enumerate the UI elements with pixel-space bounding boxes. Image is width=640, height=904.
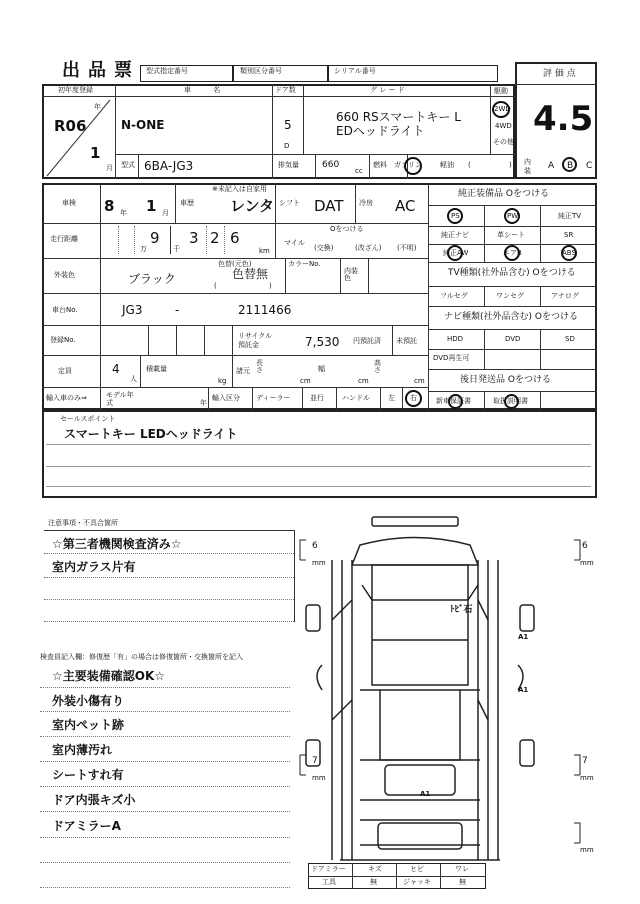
sen-unit: 千 bbox=[173, 245, 180, 253]
class-number-label: 類別区分番号 bbox=[240, 67, 282, 75]
cm-unit-1: cm bbox=[300, 377, 311, 385]
tread-rear-right: 7 bbox=[582, 756, 588, 766]
damage-mark-a1-1: A1 bbox=[518, 633, 529, 641]
color-change-label: 色替(元色) bbox=[218, 260, 252, 268]
mm-unit-1: mm bbox=[312, 559, 326, 567]
tread-front-right: 6 bbox=[582, 541, 588, 551]
handle-label: ハンドル bbox=[342, 394, 370, 402]
mm-unit-5: mm bbox=[580, 846, 594, 854]
interior-label: 内装 bbox=[524, 158, 531, 175]
inspector-line-2: 外装小傷有り bbox=[52, 694, 125, 708]
fuel-label: 燃料 bbox=[373, 161, 387, 169]
parallel-option: 並行 bbox=[310, 394, 324, 402]
import-class-label: 輸入区分 bbox=[212, 394, 240, 402]
handle-right: 右 bbox=[410, 394, 417, 402]
month-unit: 月 bbox=[106, 164, 113, 172]
doors-value: 5 bbox=[284, 118, 292, 132]
tv-title: TV種類(社外品含む) Oをつける bbox=[448, 268, 576, 278]
mileage-digit-1: 9 bbox=[150, 229, 160, 247]
dimension-label: 諸元 bbox=[236, 367, 250, 375]
doors-label: ドア数 bbox=[275, 86, 296, 94]
mm-unit-2: mm bbox=[580, 559, 594, 567]
eq-navi: 純正ナビ bbox=[441, 231, 469, 239]
cooling-value: AC bbox=[395, 197, 416, 215]
capacity-label: 定員 bbox=[58, 367, 72, 375]
first-reg-label: 初年度登録 bbox=[58, 86, 93, 94]
fuel-value: ガソリン bbox=[394, 161, 422, 169]
exchange-label: (交換) bbox=[314, 244, 334, 252]
inspector-label: 検査員記入欄：修復歴「有」の場合は修復箇所・交換箇所を記入 bbox=[40, 653, 243, 661]
year-unit: 年 bbox=[94, 103, 101, 111]
legend-break: ワレ bbox=[455, 865, 469, 873]
legend-scratch: キズ bbox=[368, 865, 382, 873]
drive-2wd: 2WD bbox=[494, 105, 511, 113]
inspection-year-unit: 年 bbox=[120, 209, 127, 217]
interior-grade-b: B bbox=[567, 161, 574, 171]
inspector-line-6: ドア内張キズ小 bbox=[52, 793, 136, 807]
capacity-value: 4 bbox=[112, 362, 120, 376]
eq-abs: ABS bbox=[562, 249, 576, 257]
man-unit: 万 bbox=[140, 245, 147, 253]
unknown-label: (不明) bbox=[397, 244, 417, 252]
model-year-label: モデル年式 bbox=[106, 391, 134, 407]
height-label: 高さ bbox=[374, 359, 381, 374]
later-warranty: 新車保証書 bbox=[436, 397, 471, 405]
paren-open: ( bbox=[468, 161, 471, 169]
km-unit: km bbox=[259, 247, 270, 255]
navi-hdd: HDD bbox=[447, 335, 464, 343]
eq-sr: SR bbox=[564, 231, 574, 239]
legend-jack: ジャッキ bbox=[403, 878, 431, 886]
inspector-line-7: ドアミラーA bbox=[52, 819, 121, 833]
year-unit-2: 年 bbox=[200, 399, 207, 407]
cc-unit: cc bbox=[355, 167, 363, 175]
chassis-label: 車台No. bbox=[52, 306, 78, 314]
recycle-not: 未預託 bbox=[396, 337, 417, 345]
drive-other: その他 bbox=[493, 138, 514, 146]
displacement-value: 660 bbox=[322, 160, 340, 170]
interior-color-label: 内装色 bbox=[344, 267, 358, 282]
tv-oneseg: ワンセグ bbox=[496, 292, 524, 300]
inspection-label: 車検 bbox=[62, 199, 76, 207]
mileage-digit-4: 6 bbox=[230, 229, 240, 247]
sales-point-text: スマートキー LEDヘッドライト bbox=[64, 427, 238, 441]
load-label: 積載量 bbox=[146, 365, 167, 373]
history-label: 車歴 bbox=[180, 199, 194, 207]
dealer-option: ディーラー bbox=[256, 394, 291, 402]
legend-door-mirror: ドアミラー bbox=[311, 865, 346, 873]
eq-pw: PW bbox=[507, 212, 519, 220]
mileage-digit-3: 2 bbox=[210, 229, 220, 247]
eq-aw: 純正AW bbox=[443, 249, 469, 257]
eq-tv: 純正TV bbox=[558, 212, 582, 220]
page-title: 出品票 bbox=[62, 60, 140, 81]
later-manual: 取扱説明書 bbox=[493, 397, 528, 405]
caution-line-1: ☆第三者機関検査済み☆ bbox=[52, 537, 182, 551]
color-change-value: 色替無 bbox=[232, 267, 269, 281]
grade-label: グ レ ー ド bbox=[370, 86, 405, 94]
first-reg-era: R06 bbox=[54, 117, 87, 135]
serial-label: シリアル番号 bbox=[334, 67, 376, 75]
genuine-title: 純正装備品 Oをつける bbox=[458, 189, 549, 199]
mm-unit-4: mm bbox=[580, 774, 594, 782]
width-label: 幅 bbox=[318, 365, 325, 373]
dvd-label: DVD再生可 bbox=[433, 354, 470, 362]
damage-mark-a1-2: A1 bbox=[518, 686, 529, 694]
displacement-label: 排気量 bbox=[278, 161, 299, 169]
history-value: レンタ bbox=[230, 197, 275, 215]
legend-tools: 工具 bbox=[322, 878, 336, 886]
cm-unit-3: cm bbox=[414, 377, 425, 385]
shift-label: シフト bbox=[279, 199, 300, 207]
score-value: 4.5 bbox=[533, 99, 594, 139]
inspector-line-4: 室内薄汚れ bbox=[52, 743, 113, 757]
mile-label: マイル bbox=[284, 239, 305, 247]
recycle-label: リサイクル預託金 bbox=[238, 332, 273, 349]
unrecorded-note: ※未記入は自家用 bbox=[212, 185, 267, 193]
tv-fullseg: フルセグ bbox=[440, 292, 468, 300]
inspector-line-5: シートすれ有 bbox=[52, 768, 124, 782]
person-unit: 人 bbox=[130, 375, 137, 383]
mileage-digit-2: 3 bbox=[189, 229, 199, 247]
cm-unit-2: cm bbox=[358, 377, 369, 385]
tv-analog: アナログ bbox=[551, 292, 579, 300]
inspector-line-3: 室内ペット跡 bbox=[52, 718, 125, 732]
mm-unit-3: mm bbox=[312, 774, 326, 782]
mileage-label: 走行距離 bbox=[50, 235, 78, 243]
later-title: 後日発送品 Oをつける bbox=[460, 375, 551, 385]
eq-airbag: エアB bbox=[503, 249, 522, 257]
drive-4wd: 4WD bbox=[495, 122, 512, 130]
paren-open-2: ( bbox=[214, 282, 217, 290]
model-label: 型式 bbox=[121, 161, 135, 169]
drive-label: 駆動 bbox=[494, 87, 508, 95]
legend-jack-value: 無 bbox=[459, 878, 466, 886]
chassis-dash: - bbox=[175, 303, 180, 317]
model-value: 6BA-JG3 bbox=[144, 159, 194, 173]
tread-front-left: 6 bbox=[312, 541, 318, 551]
color-label: 外装色 bbox=[54, 271, 75, 279]
modified-label: (改ざん) bbox=[355, 244, 382, 252]
handle-left: 左 bbox=[388, 394, 395, 402]
import-label: 輸入車のみ⇒ bbox=[46, 394, 87, 402]
color-value: ブラック bbox=[128, 272, 176, 286]
eq-leather: 革シート bbox=[497, 231, 525, 239]
inspector-line-1: ☆主要装備確認OK☆ bbox=[52, 669, 166, 683]
chassis-prefix: JG3 bbox=[122, 303, 143, 317]
inspection-year: 8 bbox=[104, 197, 115, 215]
car-name: N-ONE bbox=[121, 118, 165, 132]
interior-grade-c: C bbox=[586, 161, 593, 171]
caution-line-2: 室内ガラス片有 bbox=[52, 560, 136, 574]
grade-line2: EDヘッドライト bbox=[336, 124, 425, 138]
damage-mark-chip: ﾄﾋﾞ石 bbox=[450, 605, 473, 615]
recycle-unit: 円預託済 bbox=[353, 337, 381, 345]
model-designation-label: 型式指定番号 bbox=[146, 67, 188, 75]
light-oil-label: 軽油 bbox=[440, 161, 454, 169]
car-name-label: 車 名 bbox=[184, 86, 231, 94]
caution-label: 注意事項・不具合箇所 bbox=[48, 519, 118, 527]
door-d: D bbox=[284, 142, 290, 150]
maru-label: Oをつける bbox=[330, 225, 364, 233]
tread-rear-left: 7 bbox=[312, 756, 318, 766]
recycle-amount: 7,530 bbox=[305, 335, 340, 349]
navi-sd: SD bbox=[565, 335, 575, 343]
paren-close-2: ) bbox=[269, 282, 272, 290]
damage-mark-a1-3: A1 bbox=[420, 790, 431, 798]
navi-dvd: DVD bbox=[505, 335, 521, 343]
cooling-label: 冷房 bbox=[359, 199, 373, 207]
legend-crack: ヒビ bbox=[410, 865, 424, 873]
score-label: 評 価 点 bbox=[543, 69, 576, 79]
reg-no-label: 登録No. bbox=[50, 336, 76, 344]
sales-point-label: セールスポイント bbox=[60, 415, 116, 423]
inspection-month-unit: 月 bbox=[162, 209, 169, 217]
paren-close: ) bbox=[509, 161, 512, 169]
navi-title: ナビ種類(社外品含む) Oをつける bbox=[444, 312, 578, 322]
interior-grade-a: A bbox=[548, 161, 555, 171]
first-reg-month: 1 bbox=[90, 144, 101, 162]
grade-line1: 660 RSスマートキー L bbox=[336, 110, 461, 124]
chassis-number: 2111466 bbox=[238, 303, 292, 317]
color-no-label: カラーNo. bbox=[288, 260, 321, 268]
kg-unit: kg bbox=[218, 377, 227, 385]
length-label: 長さ bbox=[256, 359, 263, 374]
legend-tools-value: 無 bbox=[370, 878, 377, 886]
inspection-month: 1 bbox=[146, 197, 157, 215]
eq-ps: PS bbox=[451, 212, 460, 220]
shift-value: DAT bbox=[314, 197, 344, 215]
